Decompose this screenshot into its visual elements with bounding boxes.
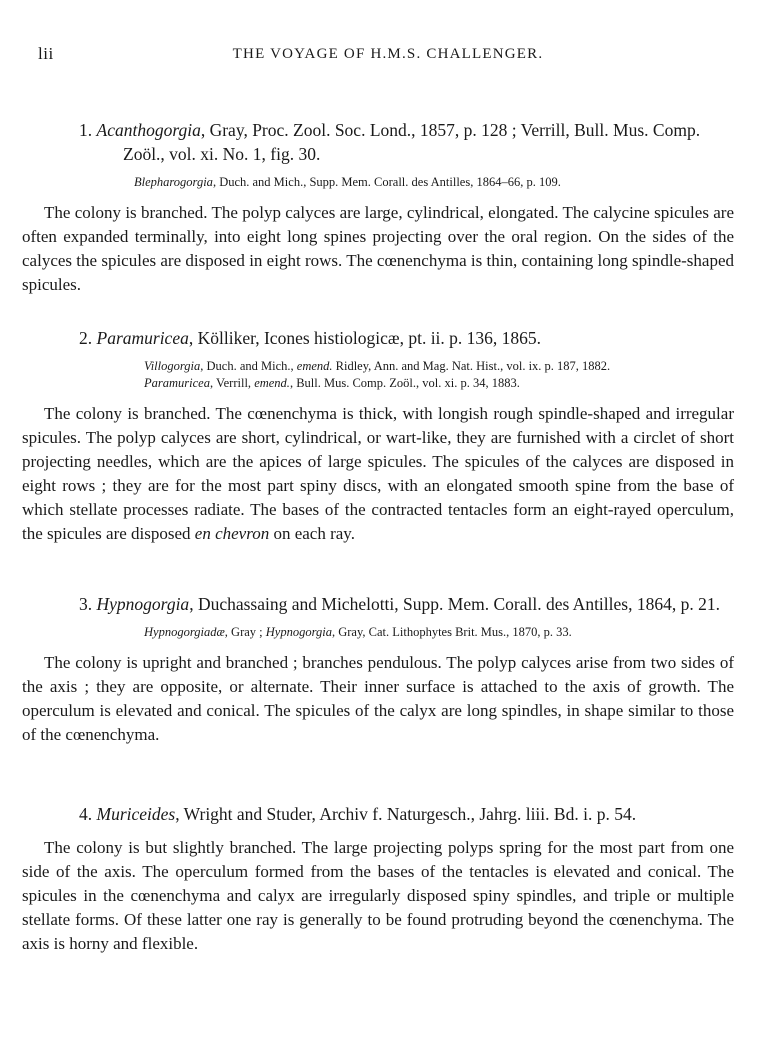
synonym-genus: Villogorgia — [144, 359, 201, 373]
entry-description — [22, 402, 734, 546]
synonym-line — [144, 358, 726, 375]
synonym-line — [134, 174, 726, 191]
synonym-genus: Hypnogorgiadæ — [144, 625, 225, 639]
entry-citation: , Gray, Proc. Zool. Soc. Lond., 1857, p. 128 ; Verrill, Bull. Mus. Comp. Zoöl., vol. xi. No. 1, fig. 30. — [123, 120, 701, 164]
entry-hypnogorgia — [22, 592, 734, 747]
emend-note: emend. — [296, 359, 333, 373]
entry-heading — [54, 802, 726, 826]
description-italic: en chevron — [194, 524, 270, 543]
description-text: The colony is branched. The cœnenchyma is thick, with longish rough spindle-shaped and irregular spicules. The polyp calyces are short, cylindrical, or wart-like, they are furnished with a circlet of short projecting needles, which are the apices of large spicules. The spicules of the calyces are disposed in eight rows ; they are for the most part spiny discs, with an elongated smooth spine from the base of which stellate processes radiate. The bases of the contracted tentacles form an eight-rayed operculum, the spicules are disposed — [22, 404, 734, 543]
genus-name: Hypnogorgia — [96, 594, 190, 614]
entry-number: 4. — [79, 804, 93, 824]
synonymy — [54, 174, 726, 191]
synonym-genus: Paramuricea — [144, 376, 210, 390]
synonym-citation: , Duch. and Mich., Supp. Mem. Corall. des Antilles, 1864–66, p. 109. — [212, 175, 561, 189]
entry-muriceides — [22, 802, 734, 956]
entry-heading — [54, 592, 726, 616]
synonymy — [54, 358, 726, 392]
synonym-citation: , Duch. and Mich., — [200, 359, 297, 373]
entry-acanthogorgia — [22, 118, 734, 297]
synonym-genus: Blepharogorgia — [134, 175, 213, 189]
entry-number: 2. — [79, 328, 93, 348]
emend-note: emend. — [254, 376, 290, 390]
synonym-citation: Ridley, Ann. and Mag. Nat. Hist., vol. ix. p. 187, 1882. — [332, 359, 611, 373]
entry-description: The colony is upright and branched ; branches pendulous. The polyp calyces arise from two sides of the axis ; they are opposite, or alternate. Their inner surface is attached to the axis of growth. The operculum is elevated and conical. The spicules of the calyx are long spindles, in shape similar to those of the cœnenchyma. — [22, 653, 734, 744]
entry-citation: , Duchassaing and Michelotti, Supp. Mem. Corall. des Antilles, 1864, p. 21. — [189, 594, 720, 614]
entry-heading — [54, 118, 726, 166]
synonym-citation: , Bull. Mus. Comp. Zoöl., vol. xi. p. 34, 1883. — [289, 376, 520, 390]
synonymy — [54, 624, 726, 641]
entry-description: The colony is branched. The polyp calyces are large, cylindrical, elongated. The calycine spicules are often expanded terminally, into eight long spines projecting over the oral region. On the sides of the calyces the spicules are disposed in eight rows. The cœnenchyma is thin, containing long spindle-shaped spicules. — [22, 203, 734, 294]
entry-citation: , Kölliker, Icones histiologicæ, pt. ii. p. 136, 1865. — [188, 328, 542, 348]
genus-name: Acanthogorgia — [96, 120, 201, 140]
entry-citation: , Wright and Studer, Archiv f. Naturgesch., Jahrg. liii. Bd. i. p. 54. — [175, 804, 637, 824]
page-number: lii — [38, 44, 54, 63]
synonym-line — [144, 624, 726, 641]
synonym-genus: Hypnogorgia — [265, 625, 332, 639]
synonym-line — [144, 375, 726, 392]
page-header — [0, 44, 776, 68]
synonym-citation: , Verrill, — [209, 376, 255, 390]
genus-name: Paramuricea — [96, 328, 189, 348]
synonym-citation: , Gray ; — [224, 625, 266, 639]
entry-heading — [54, 326, 726, 350]
entry-number: 3. — [79, 594, 93, 614]
genus-name: Muriceides — [96, 804, 176, 824]
description-text: on each ray. — [269, 524, 355, 543]
synonym-citation: , Gray, Cat. Lithophytes Brit. Mus., 1870, p. 33. — [331, 625, 572, 639]
running-title: THE VOYAGE OF H.M.S. CHALLENGER. — [232, 46, 544, 62]
entry-description: The colony is but slightly branched. The large projecting polyps spring for the most part from one side of the axis. The operculum formed from the bases of the tentacles is elevated and conical. The spicules in the cœnenchyma and calyx are irregularly disposed spiny spindles, and triple or multiple stellate forms. Of these latter one ray is generally to be found protruding beyond the cœnenchyma. The axis is horny and flexible. — [22, 838, 734, 953]
entry-paramuricea — [22, 326, 734, 546]
entry-number: 1. — [79, 120, 93, 140]
